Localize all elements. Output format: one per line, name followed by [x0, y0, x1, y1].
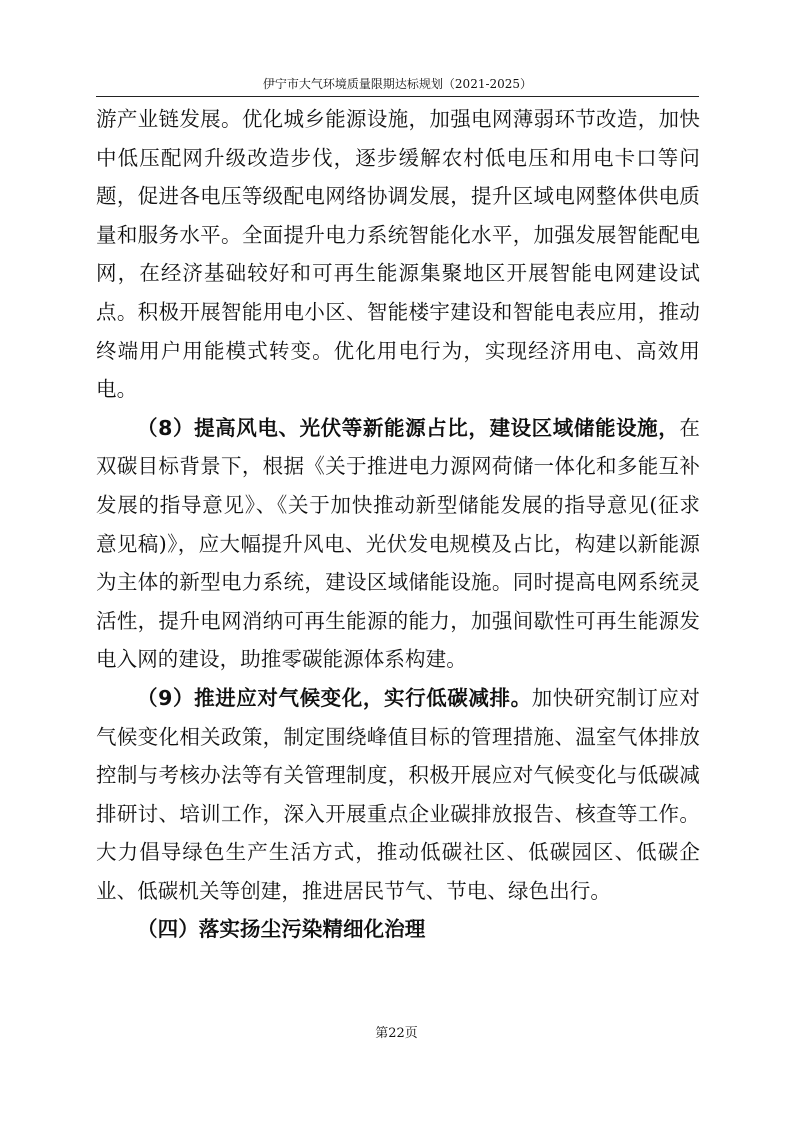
page-number: 第22页: [375, 1026, 418, 1041]
paragraph-lead-heading: （8）提高风电、光伏等新能源占比，建设区域储能设施，: [137, 415, 680, 440]
paragraph-item-8: [96, 409, 700, 679]
paragraph-text: 游产业链发展。优化城乡能源设施，加强电网薄弱环节改造，加快中低压配网升级改造步伐，逐步缓解农村低电压和用电卡口等问题，促进各电压等级配电网络协调发展，提升区域电网整体供电质量和服务水平。全面提升电力系统智能化水平，加强发展智能配电网，在经济基础较好和可再生能源集聚地区开展智能电网建设试点。积极开展智能用电小区、智能楼宇建设和智能电表应用，推动终端用户用能模式转变。优化用电行为，实现经济用电、高效用电。: [96, 107, 700, 402]
running-header: 伊宁市大气环境质量限期达标规划（2021-2025）: [262, 77, 533, 91]
paragraph-lead-heading: （9）推进应对气候变化，实行低碳减排。: [137, 685, 532, 710]
paragraph-item-9: [96, 679, 700, 911]
section-heading: （四）落实扬尘污染精细化治理: [137, 917, 426, 942]
paragraph-text: 在双碳目标背景下，根据《关于推进电力源网荷储一体化和多能互补发展的指导意见》、《关于加快推动新型储能发展的指导意见(征求意见稿)》，应大幅提升风电、光伏发电规模及占比，构建以新能源为主体的新型电力系统，建设区域储能设施。同时提高电网系统灵活性，提升电网消纳可再生能源的能力，加强间歇性可再生能源发电入网的建设，助推零碳能源体系构建。: [96, 415, 700, 672]
paragraph-text: 加快研究制订应对气候变化相关政策，制定围绕峰值目标的管理措施、温室气体排放控制与考核办法等有关管理制度，积极开展应对气候变化与低碳减排研讨、培训工作，深入开展重点企业碳排放报告、核查等工作。大力倡导绿色生产生活方式，推动低碳社区、低碳园区、低碳企业、低碳机关等创建，推进居民节气、节电、绿色出行。: [96, 685, 700, 903]
page-body: [96, 100, 700, 949]
paragraph-continuation: [96, 100, 700, 409]
header-divider: [96, 96, 699, 97]
